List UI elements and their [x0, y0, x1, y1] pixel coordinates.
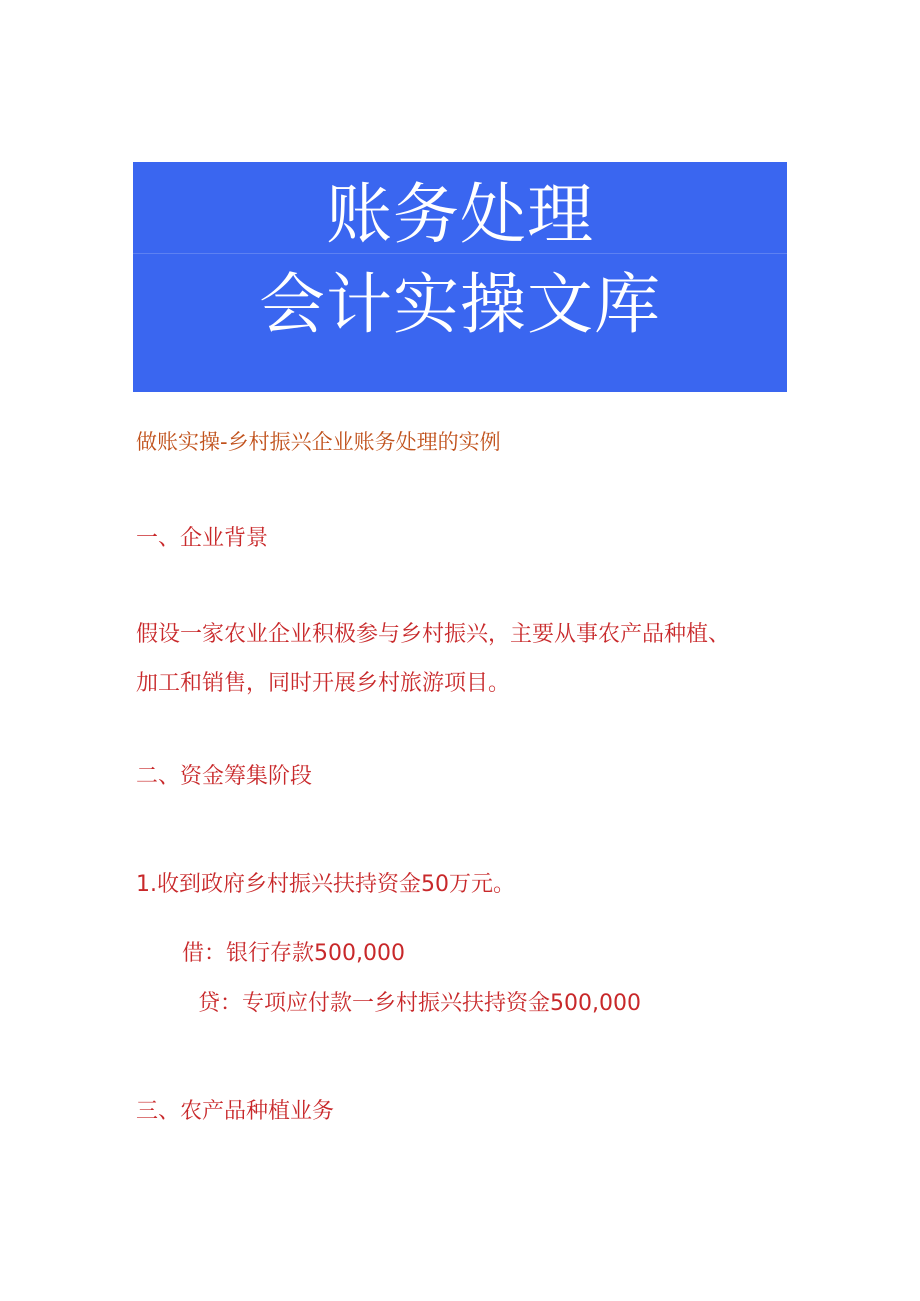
banner-title-line-2: 会计实操文库: [259, 266, 661, 343]
funding-item-1: 1.收到政府乡村振兴扶持资金50万元。: [136, 872, 515, 897]
document-subtitle: 做账实操-乡村振兴企业账务处理的实例: [136, 430, 501, 454]
section-heading-background: 一、企业背景: [136, 526, 269, 551]
background-paragraph-line-2: 加工和销售，同时开展乡村旅游项目。: [136, 671, 511, 696]
section-heading-planting: 三、农产品种植业务: [136, 1099, 335, 1124]
section-heading-funding: 二、资金筹集阶段: [136, 764, 313, 789]
banner-divider: [133, 253, 787, 254]
banner-title-line-1: 账务处理: [326, 176, 594, 253]
journal-entry-credit: 贷：专项应付款一乡村振兴扶持资金500,000: [198, 991, 641, 1016]
journal-entry-debit: 借：银行存款500,000: [182, 941, 405, 966]
background-paragraph-line-1: 假设一家农业企业积极参与乡村振兴，主要从事农产品种植、: [136, 622, 731, 647]
